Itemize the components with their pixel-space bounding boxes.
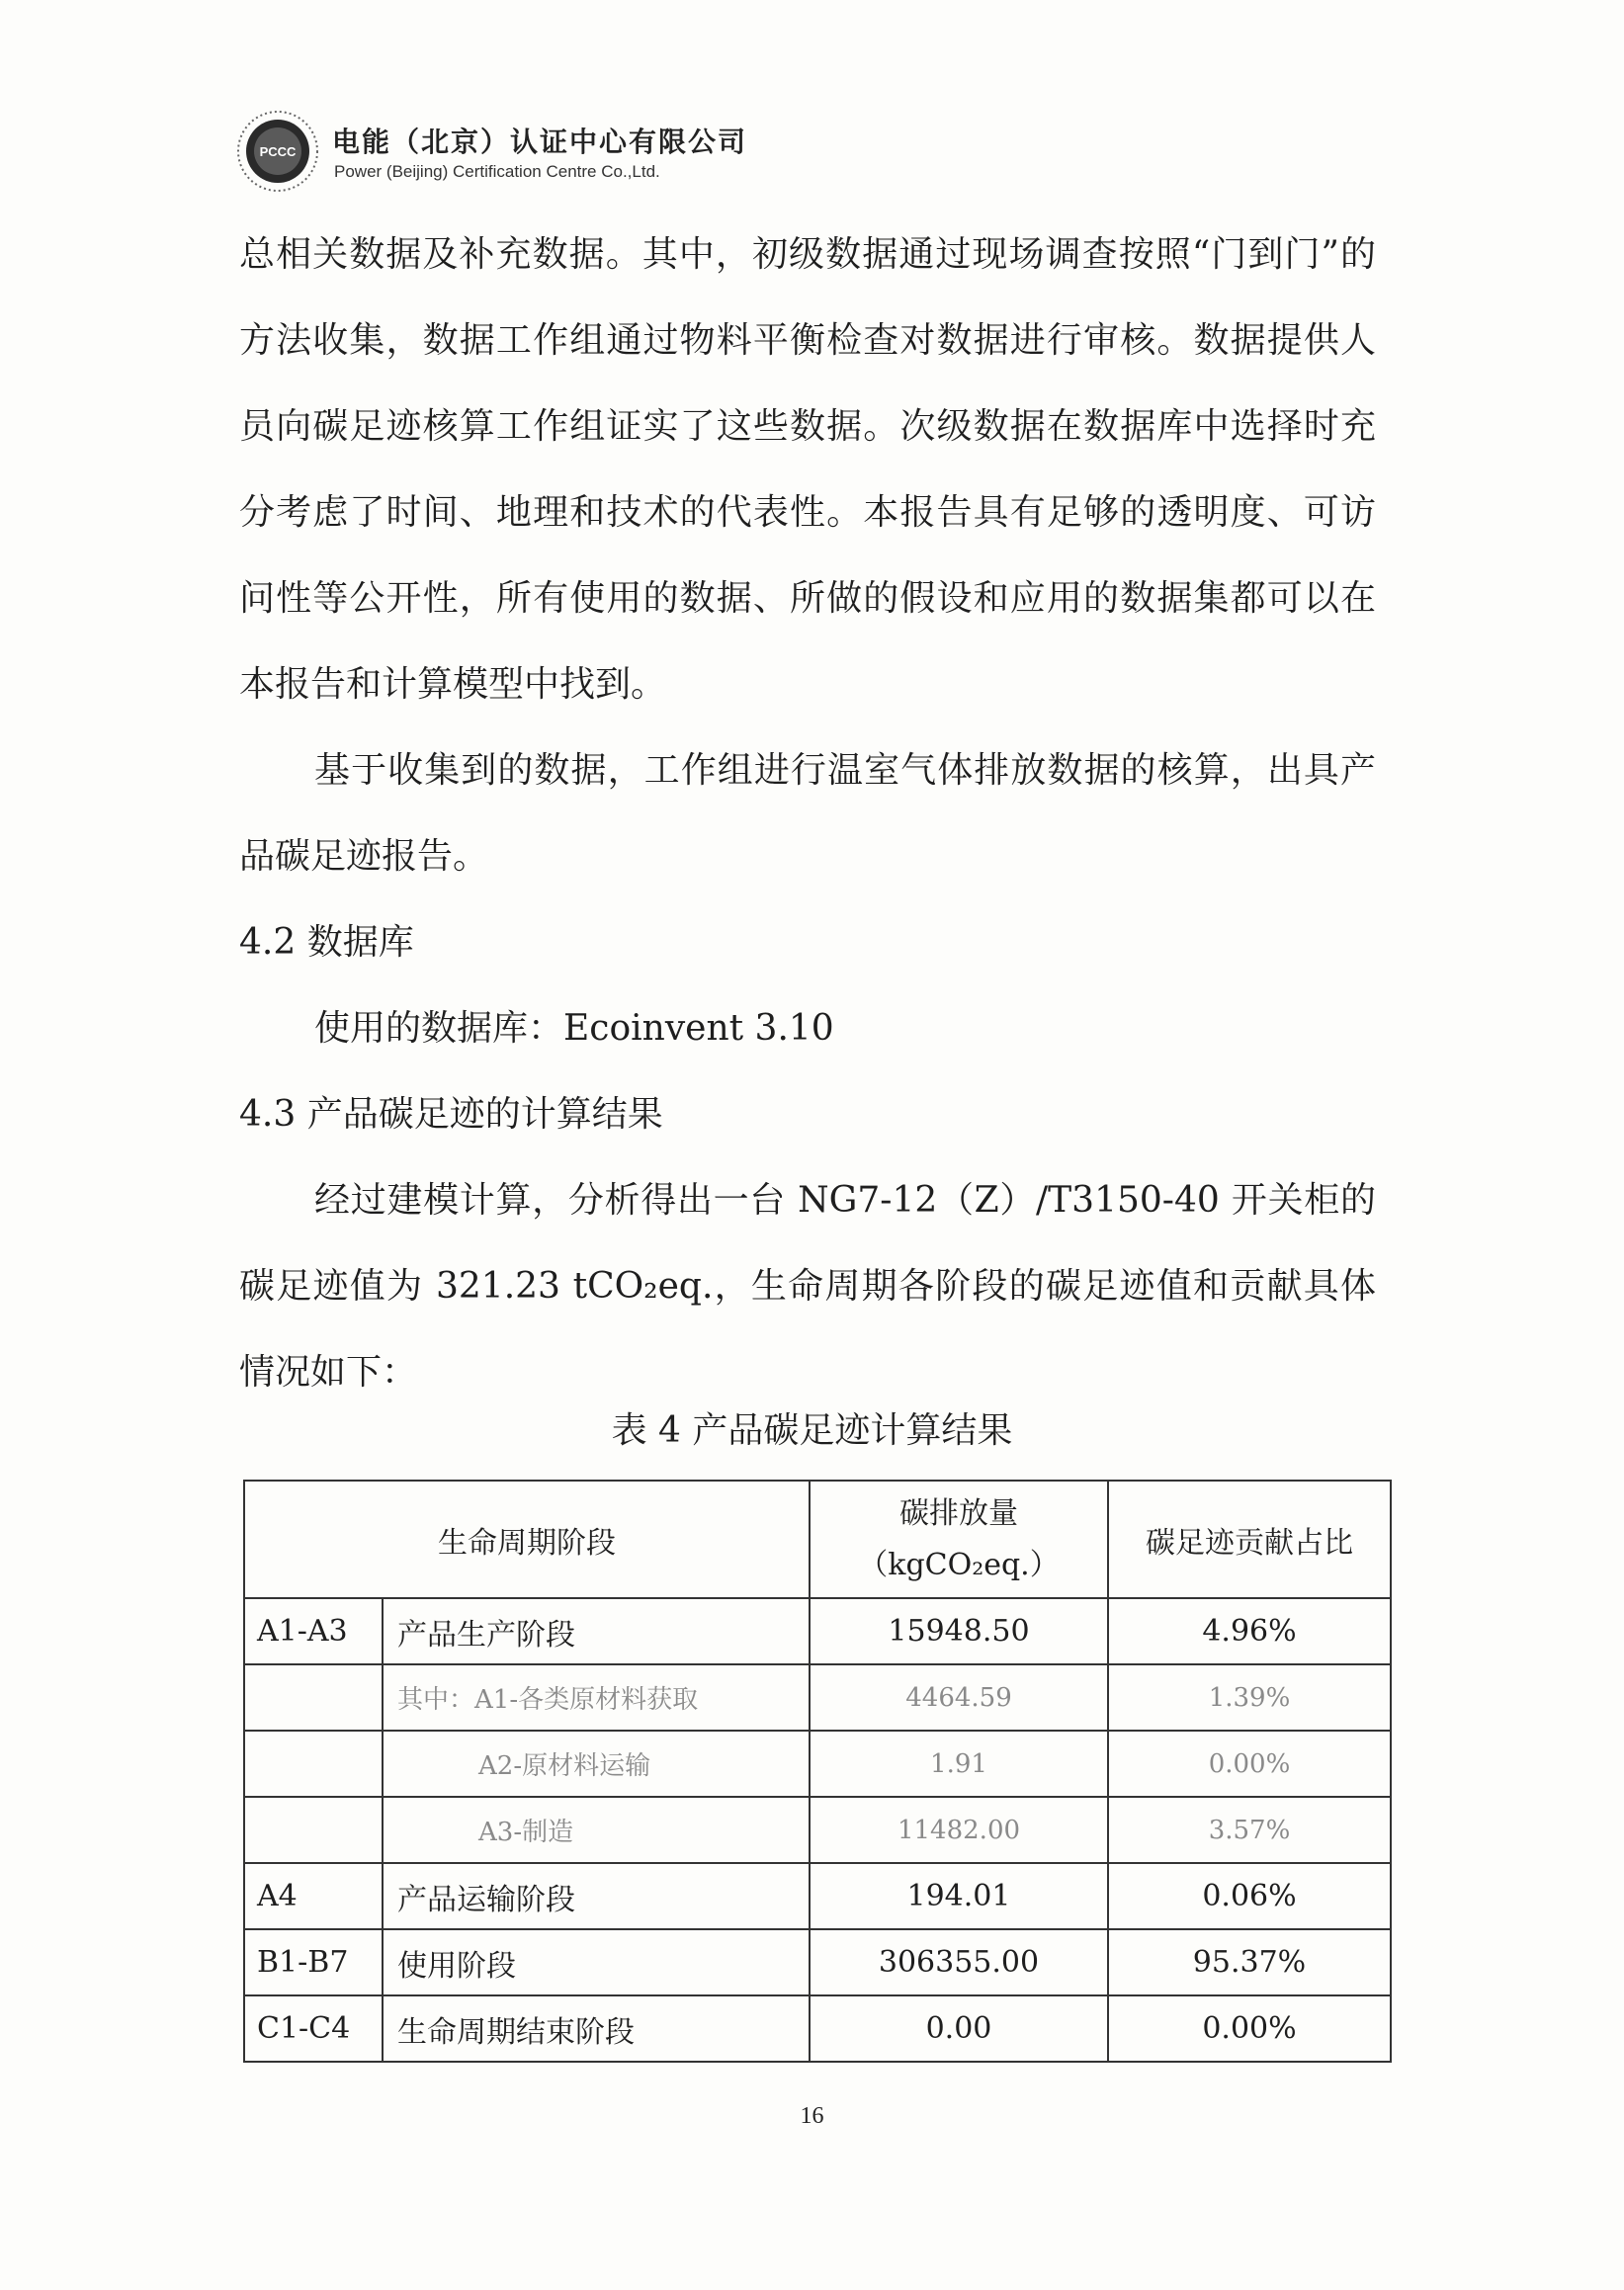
cell-name: 产品生产阶段 — [383, 1598, 810, 1664]
header-share: 碳足迹贡献占比 — [1108, 1481, 1391, 1598]
cell-share: 0.06% — [1108, 1863, 1391, 1929]
page-header — [233, 107, 925, 196]
cell-value: 1.91 — [810, 1731, 1108, 1797]
table-row — [244, 1731, 1391, 1797]
paragraph-data-sources: 总相关数据及补充数据。其中，初级数据通过现场调查按照“门到门”的方法收集，数据工作组通过物料平衡检查对数据进行审核。数据提供人员向碳足迹核算工作组证实了这些数据。次级数据在数据库中选择时充分考虑了时间、地理和技术的代表性。本报告具有足够的透明度、可访问性等公开性，所有使用的数据、所做的假设和应用的数据集都可以在本报告和计算模型中找到。 — [239, 234, 1376, 705]
table-header-row — [244, 1481, 1391, 1598]
section-heading-results: 4.3 产品碳足迹的计算结果 — [239, 1094, 663, 1135]
cell-value: 11482.00 — [810, 1797, 1108, 1863]
header-emission — [810, 1481, 1108, 1598]
table-row — [244, 1995, 1391, 2062]
cell-share: 0.00% — [1108, 1731, 1391, 1797]
cell-name: 产品运输阶段 — [383, 1863, 810, 1929]
cell-code — [244, 1797, 383, 1863]
cell-code: B1-B7 — [244, 1929, 383, 1995]
header-emission-line2: （kgCO₂eq.） — [858, 1547, 1060, 1582]
cell-value: 194.01 — [810, 1863, 1108, 1929]
table-row — [244, 1797, 1391, 1863]
body-text — [239, 212, 1376, 1415]
page-number: 16 — [800, 2103, 824, 2129]
paragraph-results: 经过建模计算，分析得出一台 NG7-12（Z）/T3150-40 开关柜的碳足迹值为 321.23 tCO₂eq.，生命周期各阶段的碳足迹值和贡献具体情况如下： — [239, 1180, 1376, 1393]
carbon-footprint-table — [243, 1480, 1392, 2063]
section-heading-database: 4.2 数据库 — [239, 922, 414, 963]
company-name-en: Power (Beijing) Certification Centre Co.,Ltd. — [334, 162, 660, 181]
cell-name: A3-制造 — [383, 1797, 810, 1863]
cell-value: 0.00 — [810, 1995, 1108, 2062]
table-row — [244, 1664, 1391, 1731]
table-caption: 表 4 产品碳足迹计算结果 — [611, 1410, 1013, 1451]
header-stage: 生命周期阶段 — [244, 1481, 810, 1598]
cell-share: 1.39% — [1108, 1664, 1391, 1731]
cell-code: A4 — [244, 1863, 383, 1929]
company-name-cn: 电能（北京）认证中心有限公司 — [332, 126, 748, 158]
cell-share: 95.37% — [1108, 1929, 1391, 1995]
cell-name: A2-原材料运输 — [383, 1731, 810, 1797]
table-row — [244, 1929, 1391, 1995]
cell-name: 生命周期结束阶段 — [383, 1995, 810, 2062]
cell-code — [244, 1664, 383, 1731]
cell-share: 0.00% — [1108, 1995, 1391, 2062]
pccc-logo-icon — [233, 107, 322, 196]
paragraph-calculation: 基于收集到的数据，工作组进行温室气体排放数据的核算，出具产品碳足迹报告。 — [239, 750, 1376, 877]
cell-share: 4.96% — [1108, 1598, 1391, 1664]
table-row — [244, 1863, 1391, 1929]
cell-code: C1-C4 — [244, 1995, 383, 2062]
cell-code — [244, 1731, 383, 1797]
cell-value: 306355.00 — [810, 1929, 1108, 1995]
cell-value: 4464.59 — [810, 1664, 1108, 1731]
cell-name: 其中：A1-各类原材料获取 — [383, 1664, 810, 1731]
cell-value: 15948.50 — [810, 1598, 1108, 1664]
cell-code: A1-A3 — [244, 1598, 383, 1664]
cell-name: 使用阶段 — [383, 1929, 810, 1995]
logo-text: PCCC — [259, 144, 297, 159]
paragraph-database-used: 使用的数据库：Ecoinvent 3.10 — [314, 1008, 834, 1049]
table-row — [244, 1598, 1391, 1664]
cell-share: 3.57% — [1108, 1797, 1391, 1863]
header-emission-line1: 碳排放量 — [899, 1495, 1018, 1531]
